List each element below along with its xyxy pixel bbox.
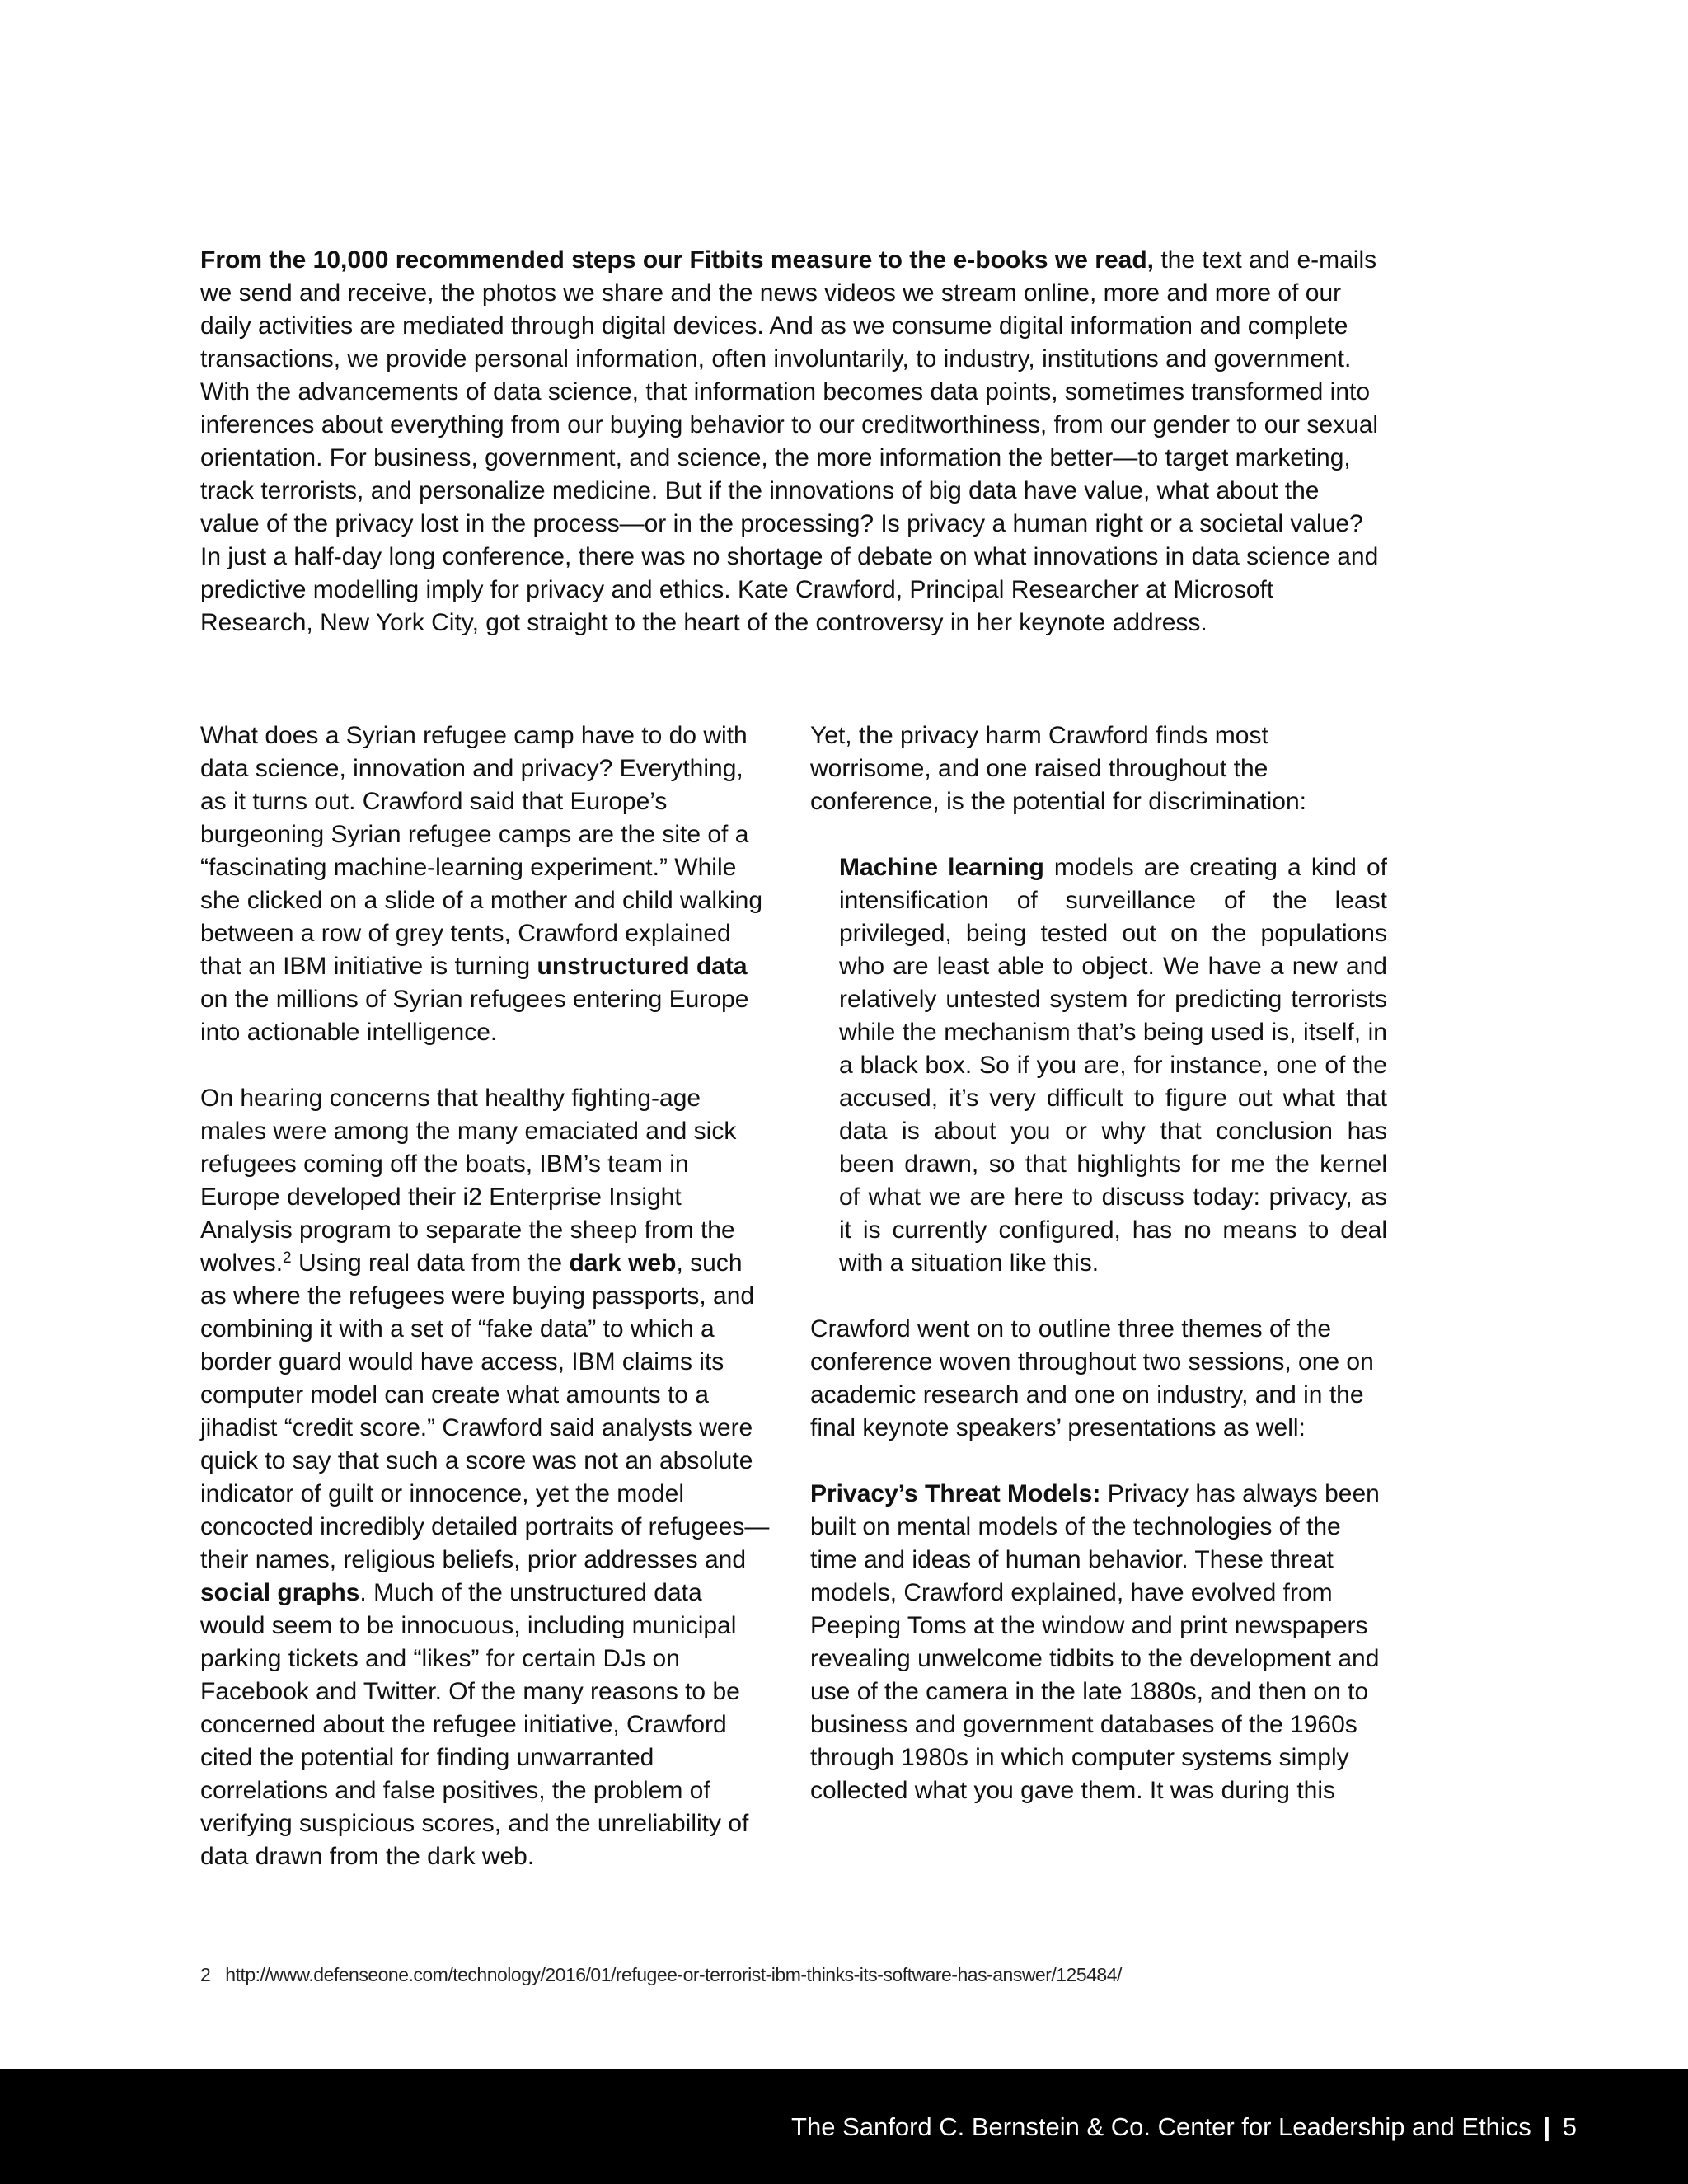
right-p3-text: Privacy has always been built on mental models of the technologies of the time and ideas of human behavior. These threat models, Crawford explained, have evolved from Peeping Toms at the window and print newspapers revealing unwelcome tidbits to the development and use of the camera in the late 1880s, and then on to business and government databases of the 1960s through 1980s in which computer systems simply collected what you gave them. It was during this <box>810 1480 1380 1804</box>
left-column <box>200 719 773 1873</box>
left-paragraph-1 <box>200 719 773 1049</box>
footer-text <box>791 2111 1577 2143</box>
footnote-ref-2[interactable]: 2 <box>283 1249 292 1267</box>
intro-text: the text and e-mails we send and receive, the photos we share and the news videos we stream online, more and more of our daily activities are mediated through digital devices. And as we consume digital information and complete transactions, we provide personal information, often involuntarily, to industry, institutions and government. With the advancements of data science, that information becomes data points, sometimes transformed into inferences about everything from our buying behavior to our creditworthiness, from our gender to our sexual orientation. For business, government, and science, the more information the better—to target marketing, track terrorists, and personalize medicine. But if the innovations of big data have value, what about the value of the privacy lost in the process—or in the processing? Is privacy a human right or a societal value? In just a half-day long conference, there was no shortage of debate on what innovations in data science and predictive modelling imply for privacy and ethics. Kate Crawford, Principal Researcher at Microsoft Research, New York City, got straight to the heart of the controversy in her keynote address. <box>200 246 1379 636</box>
left-p2-text-d: . Much of the unstructured data would seem to be innocuous, including municipal parking tickets and “likes” for certain DJs on Facebook and Twitter. Of the many reasons to be concerned about the refugee initiative, Crawford cited the potential for finding unwarranted correlations and false positives, the problem of verifying suspicious scores, and the unreliability of data drawn from the dark web. <box>200 1579 749 1870</box>
right-paragraph-1: Yet, the privacy harm Crawford finds most worrisome, and one raised throughout the conference, is the potential for discrimination: <box>810 722 1306 815</box>
left-p2-text-b: Using real data from the <box>291 1249 570 1277</box>
heading-privacy-threat-models: Privacy’s Threat Models: <box>810 1480 1101 1507</box>
left-paragraph-2 <box>200 1082 773 1873</box>
quote-text: models are creating a kind of intensification of surveillance of the least privileged, being tested out on the populations who are least able to object. We have a new and relatively untested system for predicting terrorists while the mechanism that’s being used is, itself, in a black box. So if you are, for instance, one of the accused, it’s very difficult to figure out what that data is about you or why that conclusion has been drawn, so that highlights for me the kernel of what we are here to discuss today: privacy, as it is currently configured, has no means to deal with a situation like this. <box>839 854 1387 1277</box>
left-p2-text-a: On hearing concerns that healthy fighting-age males were among the many emaciated and sick refugees coming off the boats, IBM’s team in Europe developed their i2 Enterprise Insight Analysis program to separate the sheep from the wolves. <box>200 1085 737 1277</box>
term-machine-learning: Machine learning <box>839 854 1044 881</box>
page-number: 5 <box>1562 2112 1577 2141</box>
footnote-number: 2 <box>200 1964 211 1985</box>
right-paragraph-2: Crawford went on to outline three themes of the conference woven throughout two sessions, one on academic research and one on industry, and in the final keynote speakers’ presentations as well: <box>810 1315 1374 1441</box>
intro-lead-bold: From the 10,000 recommended steps our Fitbits measure to the e-books we read, <box>200 246 1154 274</box>
term-dark-web: dark web <box>569 1249 677 1277</box>
intro-paragraph <box>200 244 1381 640</box>
footer-bar <box>0 2069 1688 2184</box>
footnote-url[interactable]: http://www.defenseone.com/technology/2016/01/refugee-or-terrorist-ibm-thinks-its-software-has-answer/125484/ <box>225 1964 1122 1985</box>
term-unstructured-data: unstructured data <box>537 953 748 980</box>
right-column <box>810 719 1387 1807</box>
right-paragraph-3 <box>810 1478 1387 1807</box>
footer-separator: | <box>1543 2112 1551 2141</box>
crawford-quote <box>839 851 1387 1280</box>
left-p1-text-a: What does a Syrian refugee camp have to do with data science, innovation and privacy? Everything, as it turns out. Crawford said that Europe’s burgeoning Syrian refugee camps are the site of a “fascinating machine-learning experiment.” While she clicked on a slide of a mother and child walking between a row of grey tents, Crawford explained that an IBM initiative is turning <box>200 722 763 980</box>
footer-center-name: The Sanford C. Bernstein & Co. Center for Leadership and Ethics <box>791 2112 1531 2141</box>
footnote <box>200 1962 1437 1987</box>
left-p2-text-c: , such as where the refugees were buying passports, and combining it with a set of “fake data” to which a border guard would have access, IBM claims its computer model can create what amounts to a jihadist “credit score.” Crawford said analysts were quick to say that such a score was not an absolute indicator of guilt or innocence, yet the model concocted incredibly detailed portraits of refugees—their names, religious beliefs, prior addresses and <box>200 1249 770 1573</box>
term-social-graphs: social graphs <box>200 1579 360 1606</box>
left-p1-text-b: on the millions of Syrian refugees entering Europe into actionable intelligence. <box>200 986 749 1046</box>
